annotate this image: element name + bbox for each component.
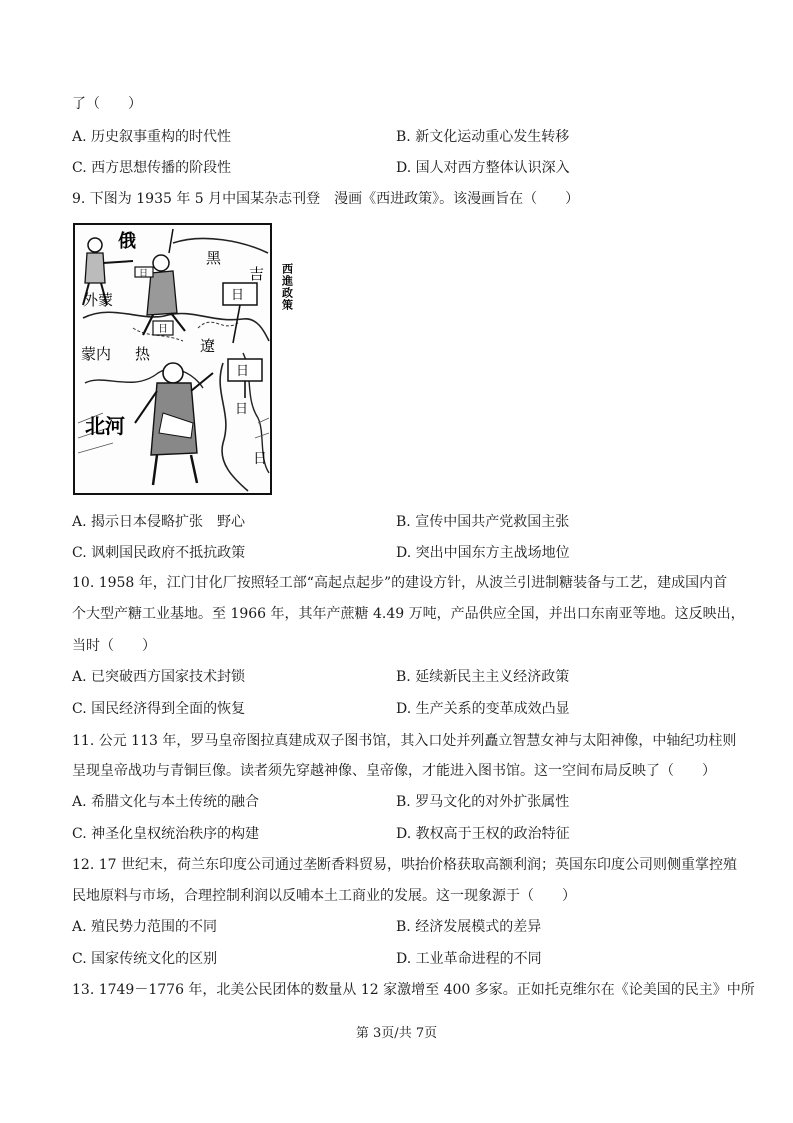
q8-option-b: B. 新文化运动重心发生转移	[396, 129, 570, 145]
q8-option-d: D. 国人对西方整体认识深入	[396, 160, 570, 176]
q8-option-a: A. 历史叙事重构的时代性	[72, 129, 232, 145]
sign-ri-1: 日	[231, 288, 245, 303]
flag-ri-4: 日	[158, 324, 168, 335]
sign-ri-2: 日	[236, 364, 250, 379]
q12-stem-line-1: 12. 17 世纪末，荷兰东印度公司通过垄断香料贸易，哄抬价格获取高额利润；英国东印度公司则侧重掌控殖	[72, 857, 737, 873]
q11-stem-line-1: 11. 公元 113 年，罗马皇帝图拉真建成双子图书馆，其入口处并列矗立智慧女神与太阳神像，中轴纪功柱则	[72, 733, 737, 749]
q10-stem-line-2: 个大型产糖工业基地。至 1966 年，其年产蔗糖 4.49 万吨，产品供应全国，并出口东南亚等地。这反映出，	[72, 606, 745, 622]
q11-option-a: A. 希腊文化与本土传统的融合	[72, 794, 260, 810]
q10-option-c: C. 国民经济得到全面的恢复	[72, 701, 246, 717]
cartoon-drawing	[73, 223, 300, 497]
q11-option-c: C. 神圣化皇权统治秩序的构建	[72, 826, 260, 842]
q10-stem-line-3: 当时（ ）	[72, 638, 156, 654]
label-waimeng: 外蒙	[83, 291, 114, 309]
cartoon-title: 西進政策	[280, 263, 294, 311]
flag-ri-3: 日	[139, 269, 149, 279]
page-footer: 第 3页/共 7页	[355, 1026, 438, 1041]
label-e: 俄	[118, 231, 136, 252]
q12-stem-line-2: 民地原料与市场，合理控制利润以反哺本土工商业的发展。这一现象源于（ ）	[72, 888, 576, 904]
label-ji: 吉	[249, 265, 265, 283]
q9-option-a: A. 揭示日本侵略扩张 野心	[72, 514, 246, 530]
q8-stem-tail: 了（ ）	[72, 96, 142, 112]
q12-option-d: D. 工业革命进程的不同	[396, 951, 542, 967]
label-rehe: 热	[135, 345, 151, 363]
q10-stem-line-1: 10. 1958 年，江门甘化厂按照轻工部“高起点起步”的建设方针，从波兰引进制糖装备与工艺，建成国内首	[72, 575, 728, 591]
flag-ri-6: 日	[235, 402, 249, 417]
label-liao: 遼	[200, 337, 216, 355]
west-policy-cartoon	[73, 223, 300, 497]
flag-ri-5: 日	[253, 451, 267, 467]
q9-stem: 9. 下图为 1935 年 5 月中国某杂志刊登 漫画《西进政策》。该漫画旨在（ ）	[72, 191, 580, 207]
q11-option-b: B. 罗马文化的对外扩张属性	[396, 794, 570, 810]
q10-option-b: B. 延续新民主主义经济政策	[396, 669, 570, 685]
label-neimeng: 蒙内	[81, 345, 112, 363]
q8-option-c: C. 西方思想传播的阶段性	[72, 160, 232, 176]
q13-stem-line-1: 13. 1749－1776 年，北美公民团体的数量从 12 家激增至 400 多家。正如托克维尔在《论美国的民主》中所	[72, 982, 755, 998]
label-hei: 黑	[206, 249, 222, 267]
q10-option-d: D. 生产关系的变革成效凸显	[396, 701, 570, 717]
q10-option-a: A. 已突破西方国家技术封锁	[72, 669, 246, 685]
q12-option-a: A. 殖民势力范围的不同	[72, 919, 218, 935]
q9-option-d: D. 突出中国东方主战场地位	[396, 545, 570, 561]
q9-option-c: C. 讽刺国民政府不抵抗政策	[72, 545, 246, 561]
label-hebei: 北河	[85, 414, 125, 438]
q12-option-b: B. 经济发展模式的差异	[396, 919, 542, 935]
q11-option-d: D. 教权高于王权的政治特征	[396, 826, 570, 842]
q11-stem-line-2: 呈现皇帝战功与青铜巨像。读者须先穿越神像、皇帝像，才能进入图书馆。这一空间布局反映了（ ）	[72, 763, 716, 779]
q12-option-c: C. 国家传统文化的区别	[72, 951, 218, 967]
q9-option-b: B. 宣传中国共产党救国主张	[396, 514, 570, 530]
